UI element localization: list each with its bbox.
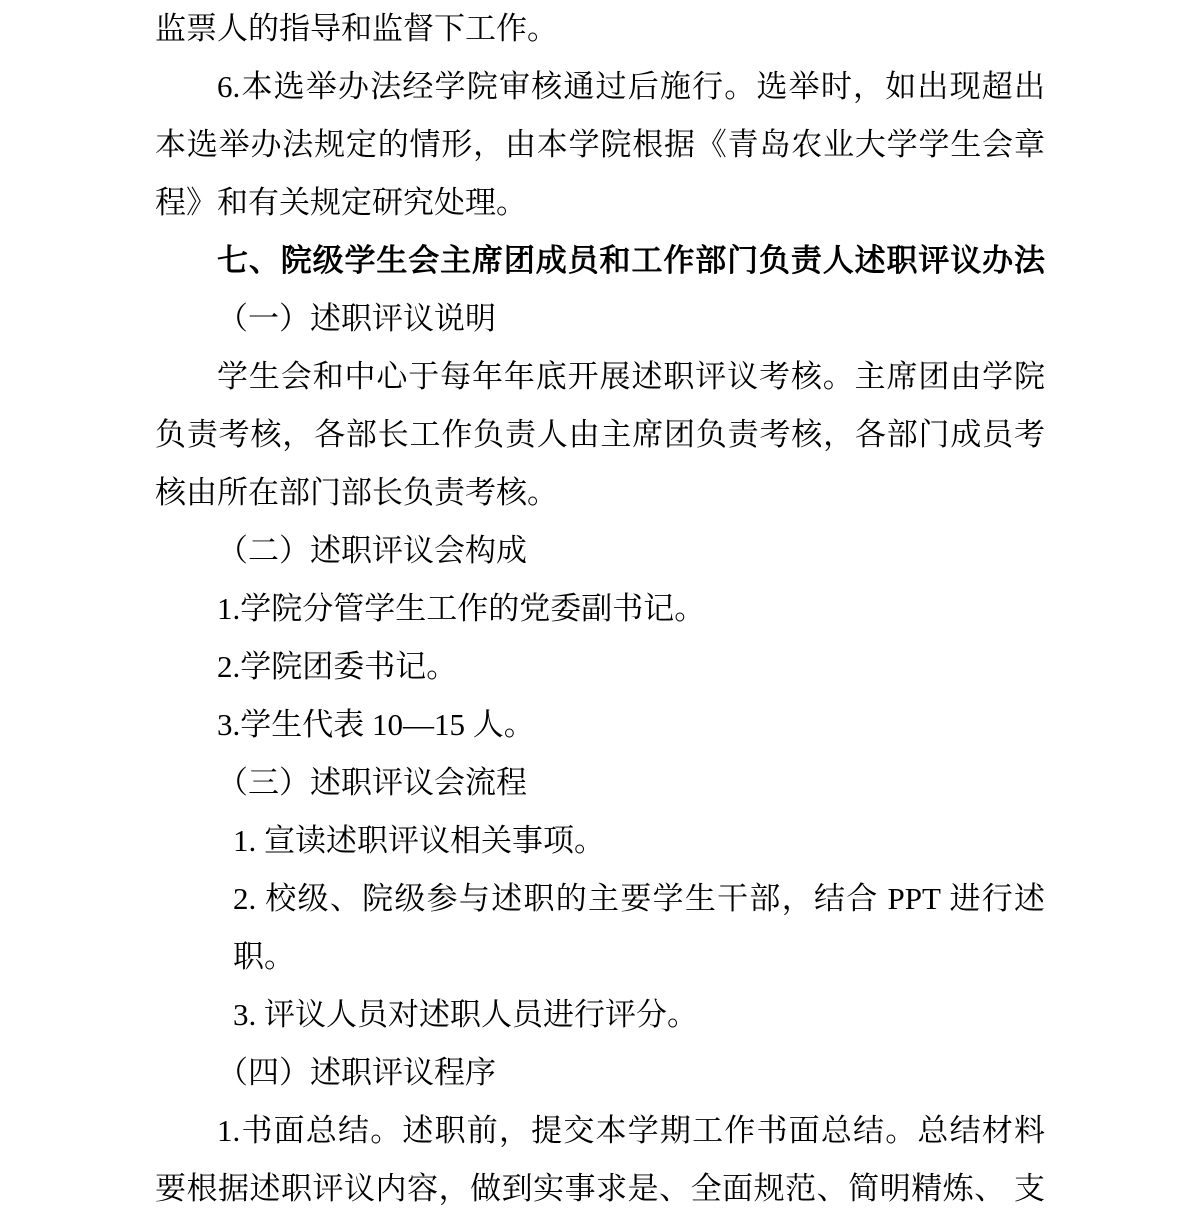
text-line: （一）述职评议说明	[217, 301, 496, 336]
text-line: 学生会和中心于每年年底开展述职评议考核。主席团由学院	[217, 359, 1045, 394]
text-line: 1. 宣读述职评议相关事项。	[233, 823, 605, 858]
text-line: 1.书面总结。述职前，提交本学期工作书面总结。总结材料	[217, 1113, 1045, 1148]
document-body	[155, 0, 1045, 1218]
text-line: （三）述职评议会流程	[217, 765, 527, 800]
text-line: 监票人的指导和监督下工作。	[155, 11, 558, 46]
text-line: 核由所在部门部长负责考核。	[155, 475, 558, 510]
text-line: 6.本选举办法经学院审核通过后施行。选举时，如出现超出	[217, 69, 1045, 104]
text-line: 要根据述职评议内容，做到实事求是、全面规范、简明精炼、 支	[155, 1171, 1045, 1206]
text-line: 1.学院分管学生工作的党委副书记。	[217, 591, 706, 626]
text-line: 2. 校级、院级参与述职的主要学生干部，结合 PPT 进行述	[233, 881, 1045, 916]
text-line: 本选举办法规定的情形，由本学院根据《青岛农业大学学生会章	[155, 127, 1045, 162]
text-line: 3.学生代表 10—15 人。	[217, 707, 535, 742]
text-line: （二）述职评议会构成	[217, 533, 527, 568]
text-line: 3. 评议人员对述职人员进行评分。	[233, 997, 698, 1032]
text-line: （四）述职评议程序	[217, 1055, 496, 1090]
text-line: 程》和有关规定研究处理。	[155, 185, 527, 220]
section-heading-line: 七、院级学生会主席团成员和工作部门负责人述职评议办法	[217, 243, 1045, 278]
text-line: 2.学院团委书记。	[217, 649, 458, 684]
text-line: 职。	[233, 939, 295, 974]
text-line: 负责考核，各部长工作负责人由主席团负责考核，各部门成员考	[155, 417, 1045, 452]
